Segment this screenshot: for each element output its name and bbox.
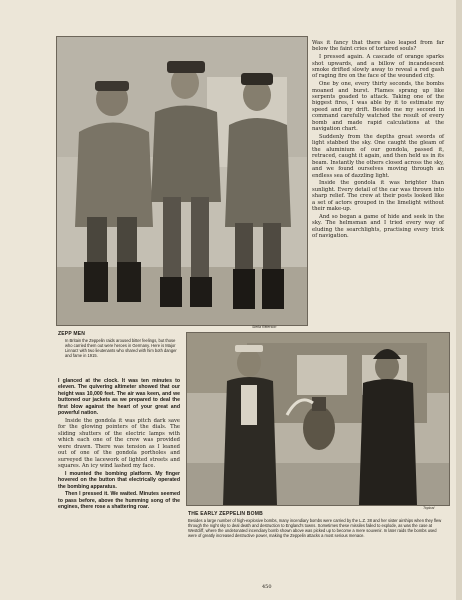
right-text-column (312, 40, 444, 241)
right-paragraph: And so began a game of hide and seek in the sky. The helmsman and I tried every way of eluding the searchlights, practising every trick of navigation. (312, 213, 444, 240)
left-paragraph: Then I pressed it. We waited. Minutes seemed to pass before, above the humming song of the engines, there rose a shattering roar. (58, 491, 180, 511)
bottom-caption-title: THE EARLY ZEPPELIN BOMB (188, 511, 263, 517)
top-caption-body: In Britain the Zeppelin raids aroused bitter feelings, but those who carried them out were heroes in Germany. Here is Major Linnarz with two lieutenants who shared with him both danger and fame in 1915. (65, 338, 177, 359)
early-zeppelin-bomb-photo (186, 332, 450, 506)
right-paragraph: I pressed again. A cascade of orange sparks shot upwards, and a billow of incandescent smoke drifted slowly away to reveal a red gash of raging fire on the face of the wounded city. (312, 54, 444, 80)
bottom-photo-credit: Topical (423, 506, 435, 510)
right-paragraph: Suddenly from the depths great swords of light stabbed the sky. One caught the gleam of the aluminium of our gondola, passed it, retraced, caught it again, and then held us in its beam. Instantly the others closed across the sky, and we found ourselves moving through an endless sea of dazzling light. (312, 133, 444, 179)
page-edge (456, 0, 462, 600)
zepp-men-photo (56, 36, 308, 326)
right-paragraph: One by one, every thirty seconds, the bombs moaned and burst. Flames sprang up like serpents goaded to attack. Taking one of the biggest fires, I was able by it to estimate my speed and my drift. Beside me my second in command carefully watched the result of every bomb and made rapid calculations at the navigation chart. (312, 81, 444, 133)
left-paragraph: I glanced at the clock. It was ten minutes to eleven. The quivering altimeter showed that our height was 10,000 feet. The air was keen, and we buttoned our jackets as we prepared to deal the first blow against the heart of your great and powerful nation. (58, 378, 180, 417)
page-number: 450 (262, 584, 272, 590)
top-caption-title: ZEPP MEN (58, 331, 86, 337)
left-paragraph: Inside the gondola it was pitch dark save for the glowing pointers of the dials. The sliding shutters of the electric lamps with which each one of the crew was provided were drawn. There was tension as I leaned out of one of the gondola portholes and surveyed the lacework of lighted streets and squares. An icy wind lashed my face. (58, 417, 180, 470)
left-text-column (58, 378, 180, 512)
top-photo-credit: Stella Ritterson (252, 325, 277, 329)
bottom-caption-body: Besides a large number of high-explosive bombs, many incendiary bombs were carried by the L.Z. 38 and her sister airships when they flew through the night sky to deal death and destruction to England's towns. Sometimes these missiles failed to explode, as was the case at Westcliff, where the undetonated incendiary bomb shown above was picked up to become a mere souvenir. In later raids the bombs used were of greatly increased destructive power, making the Zeppelin attacks a most serious menace. (188, 518, 442, 539)
right-paragraph: Was it fancy that there also leaped from far below the faint cries of tortured souls? (312, 40, 444, 53)
left-paragraph: I mounted the bombing platform. My finger hovered on the button that electrically operated the bombing apparatus. (58, 470, 180, 490)
right-paragraph: Inside the gondola it was brighter than sunlight. Every detail of the car was thrown into sharp relief. The crew at their posts looked like a set of actors grouped in the limelight without their make-up. (312, 180, 444, 213)
